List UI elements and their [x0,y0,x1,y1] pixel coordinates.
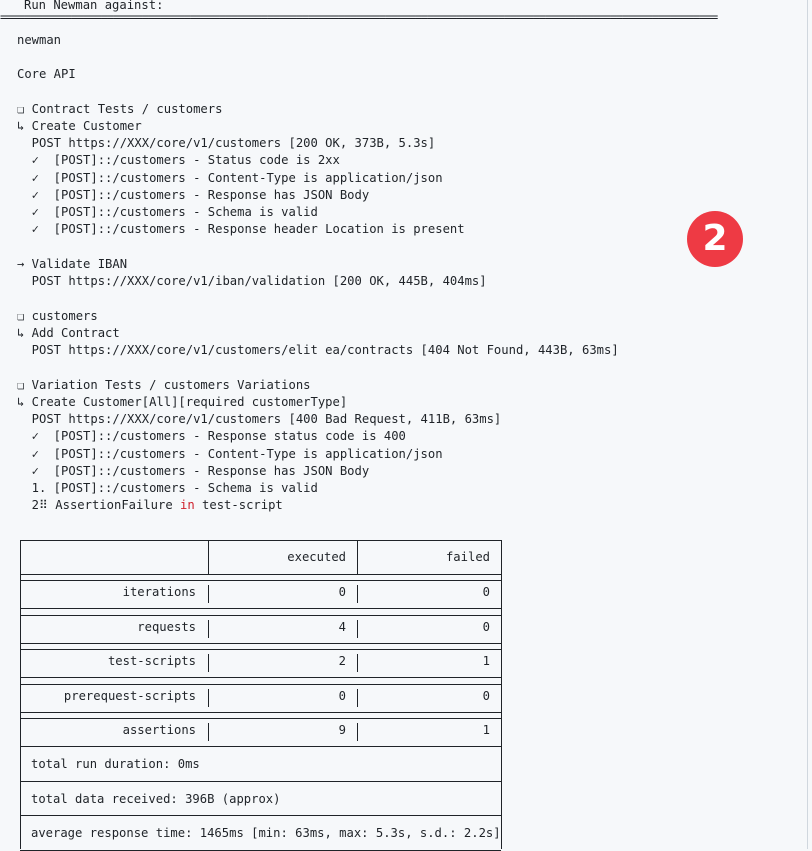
row-label-prerequest-scripts: prerequest-scripts [63,689,196,703]
assertion-pass: ✓ [POST]::/customers - Schema is valid [17,205,318,219]
runner-name: newman [17,33,62,47]
row-label-iterations: iterations [122,585,196,599]
assertion-fail: 1. [POST]::/customers - Schema is valid [17,481,318,495]
failure-line [17,497,283,514]
run-title: Run Newman against: [24,0,164,12]
assertion-pass: ✓ [POST]::/customers - Status code is 2xx [17,153,340,167]
step-badge: 2 [687,211,743,267]
failure-keyword: in [180,498,195,512]
collection-name: Core API [17,67,76,81]
row-failed-test-scripts: 1 [482,654,490,668]
row-failed-requests: 0 [482,620,490,634]
row-label-test-scripts: test-scripts [107,654,196,668]
average-response-time: average response time: 1465ms [min: 63ms, max: 5.3s, s.d.: 2.2s] [31,826,501,840]
request-add-contract: ↳ Add Contract [17,326,120,340]
failure-prefix: 2⠿ AssertionFailure [17,498,181,512]
row-failed-assertions: 1 [482,723,490,737]
row-label-assertions: assertions [122,723,196,737]
row-executed-assertions: 9 [338,723,346,737]
assertion-pass: ✓ [POST]::/customers - Content-Type is application/json [17,171,443,185]
scroll-edge [807,0,808,849]
col-header-failed: failed [445,550,490,564]
request-line: POST https://XXX/core/v1/customers [400 Bad Request, 411B, 63ms] [17,412,502,426]
request-validate-iban: → Validate IBAN [17,257,128,271]
request-line: POST https://XXX/core/v1/iban/validation [200 OK, 445B, 404ms] [17,274,487,288]
row-executed-iterations: 0 [338,585,346,599]
assertion-pass: ✓ [POST]::/customers - Response has JSON Body [17,188,370,202]
folder-variation-tests: ❏ Variation Tests / customers Variations [17,378,311,392]
separator-line: ========================================================================================================================= [0,12,717,22]
folder-contract-tests: ❏ Contract Tests / customers [17,102,223,116]
col-header-executed: executed [287,550,346,564]
assertion-pass: ✓ [POST]::/customers - Response header Location is present [17,222,465,236]
folder-customers: ❏ customers [17,309,98,323]
request-line: POST https://XXX/core/v1/customers/elit ea/contracts [404 Not Found, 443B, 63ms] [17,343,619,357]
assertion-pass: ✓ [POST]::/customers - Response status code is 400 [17,429,406,443]
failure-suffix: test-script [194,498,283,512]
request-line: POST https://XXX/core/v1/customers [200 OK, 373B, 5.3s] [17,136,436,150]
row-failed-prerequest-scripts: 0 [482,689,490,703]
request-create-customer-variation: ↳ Create Customer[All][required customerType] [17,395,348,409]
row-label-requests: requests [137,620,196,634]
total-data-received: total data received: 396B (approx) [31,792,281,806]
row-executed-prerequest-scripts: 0 [338,689,346,703]
row-executed-requests: 4 [338,620,346,634]
total-run-duration: total run duration: 0ms [31,757,200,771]
request-create-customer: ↳ Create Customer [17,119,142,133]
row-executed-test-scripts: 2 [338,654,346,668]
assertion-pass: ✓ [POST]::/customers - Response has JSON Body [17,464,370,478]
assertion-pass: ✓ [POST]::/customers - Content-Type is application/json [17,447,443,461]
row-failed-iterations: 0 [482,585,490,599]
